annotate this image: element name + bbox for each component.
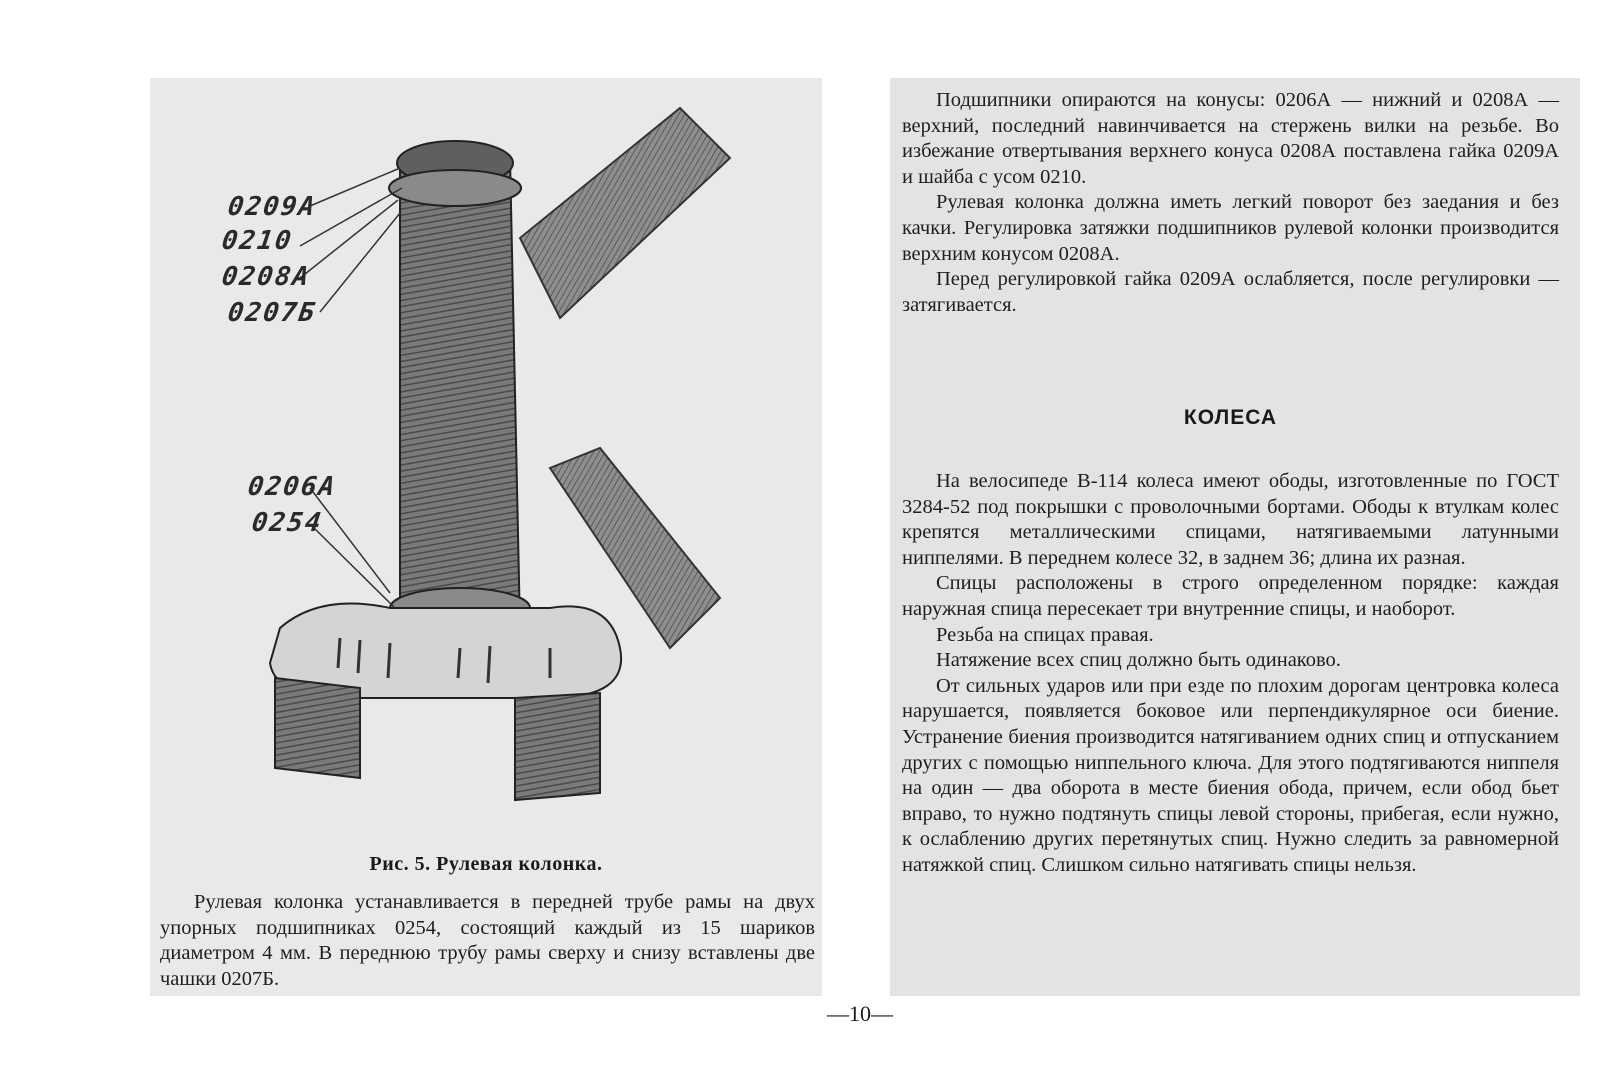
leader-lines: [300, 168, 402, 608]
head-tube-shape: [400, 143, 520, 638]
right-paragraph-7: Натяжение всех спиц должно быть одинаково.: [936, 649, 1341, 672]
left-column-text: [160, 890, 815, 992]
right-paragraph-8: От сильных ударов или при езде по плохим дорогам центровка колеса нарушается, появляется боковое или перпендикулярное оси биение. Устранение биения производится натягиванием одних спиц и отпусканием других с помощью ниппельного ключа. Для этого подтягиваются ниппеля на один — два оборота в месте биения обода, причем, если обод бьет вправо, то нужно подтянуть спицы левой стороны, прибегая, если нужно, к ослаблению других перетянутых спиц. Нужно следить за равномерной натяжкой спиц. Слишком сильно натягивать спицы нельзя.: [902, 674, 1559, 876]
right-paragraph-6: Резьба на спицах правая.: [936, 623, 1154, 646]
section-heading: КОЛЕСА: [1183, 406, 1278, 429]
label-0208a: 0208А: [219, 262, 313, 292]
right-column-bottom-text: [902, 469, 1559, 879]
fork-leg-left-shape: [275, 678, 360, 778]
right-paragraph-1: Подшипники опираются на конусы: 0206А — нижний и 0208А — верхний, последний навинчивается на стержень вилки на резьбе. Во избежание отвертывания верхнего конуса 0208А поставлена гайка 0209А и шайба с усом 0210.: [902, 89, 1559, 188]
label-0206a: 0206А: [245, 472, 339, 502]
label-0254: 0254: [249, 508, 325, 538]
left-paragraph: Рулевая колонка устанавливается в передней трубе рамы на двух упорных подшипниках 0254, состоящий каждый из 15 шариков диаметром 4 мм. В переднюю трубу рамы сверху и снизу вставлены две чашки 0207Б.: [160, 891, 815, 990]
right-paragraph-5: Спицы расположены в строго определенном порядке: каждая наружная спица пересекает три внутренние спицы, и наоборот.: [902, 572, 1559, 620]
label-0209a: 0209А: [225, 192, 319, 222]
top-tube-shape: [520, 108, 730, 318]
top-bearing-shape: [389, 170, 521, 206]
figure-caption: Рис. 5. Рулевая колонка.: [369, 853, 603, 875]
label-0210: 0210: [219, 226, 295, 256]
fork-leg-right-shape: [515, 693, 600, 800]
label-0207b: 0207Б: [225, 298, 319, 328]
right-column-top-text: [902, 88, 1559, 318]
right-paragraph-3: Перед регулировкой гайка 0209А ослабляется, после регулировки — затягивается.: [902, 268, 1559, 316]
right-paragraph-2: Рулевая колонка должна иметь легкий поворот без заедания и без качки. Регулировка затяжки подшипников рулевой колонки производится верхним конусом 0208А.: [902, 191, 1559, 265]
right-paragraph-4: На велосипеде В-114 колеса имеют ободы, изготовленные по ГОСТ 3284-52 под покрышки с проволочными бортами. Ободы к втулкам колес крепятся металлическими спицами, натягиваемыми латунными ниппелями. В переднем колесе 32, в заднем 36; длина их разная.: [902, 470, 1559, 569]
page-number: —10—: [827, 1001, 893, 1026]
